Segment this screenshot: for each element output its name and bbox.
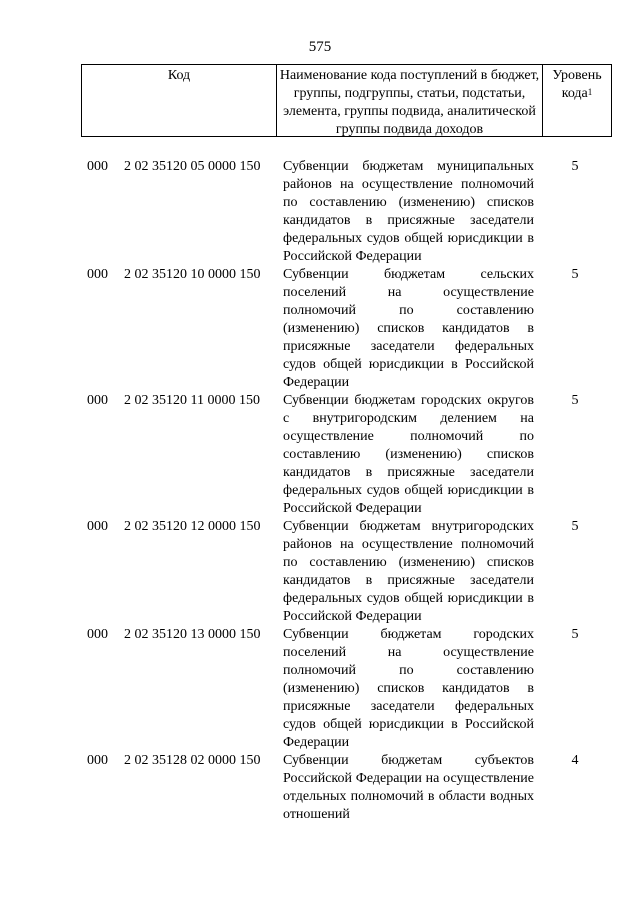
row-admin-code: 000 — [87, 519, 108, 534]
row-level: 5 — [571, 159, 579, 174]
row-name: Субвенции бюджетам муниципальных районов на осуществление полномочий по составлению (изменению) списков кандидатов в присяжные заседатели федеральных судов общей юрисдикции в Российской Федерации — [283, 159, 534, 264]
row-level: 5 — [571, 519, 579, 534]
row-income-code: 2 02 35120 10 0000 150 — [124, 267, 261, 282]
table-row — [0, 626, 640, 752]
table-row — [0, 266, 640, 392]
table-header — [81, 64, 612, 137]
row-income-code: 2 02 35128 02 0000 150 — [124, 753, 261, 768]
row-admin-code: 000 — [87, 627, 108, 642]
row-level: 5 — [571, 267, 579, 282]
row-name: Субвенции бюджетам городских округов с внутригородским делением на осуществление полномочий по составлению (изменению) списков кандидатов в присяжные заседатели федеральных судов общей юрисдикции в Российской Федерации — [283, 393, 534, 516]
header-name: Наименование кода поступлений в бюджет, группы, подгруппы, статьи, подстатьи, элемента, группы подвида, аналитической группы подвида доходов — [277, 65, 543, 136]
row-level: 5 — [571, 393, 579, 408]
row-income-code: 2 02 35120 13 0000 150 — [124, 627, 261, 642]
row-income-code: 2 02 35120 11 0000 150 — [124, 393, 260, 408]
row-name: Субвенции бюджетам сельских поселений на осуществление полномочий по составлению (изменению) списков кандидатов в присяжные заседатели федеральных судов общей юрисдикции в Российской Федерации — [283, 267, 534, 390]
table-row — [0, 158, 640, 266]
header-level-footnote: 1 — [587, 87, 593, 97]
header-level — [543, 65, 611, 136]
header-level-label: Уровень кода — [552, 68, 602, 101]
row-admin-code: 000 — [87, 159, 108, 174]
row-income-code: 2 02 35120 05 0000 150 — [124, 159, 261, 174]
table-row — [0, 752, 640, 824]
header-code: Код — [82, 65, 277, 136]
row-admin-code: 000 — [87, 753, 108, 768]
row-name: Субвенции бюджетам городских поселений на осуществление полномочий по составлению (изменению) списков кандидатов в присяжные заседатели федеральных судов общей юрисдикции в Российской Федерации — [283, 627, 534, 750]
table-row — [0, 392, 640, 518]
row-income-code: 2 02 35120 12 0000 150 — [124, 519, 261, 534]
row-name: Субвенции бюджетам внутригородских районов на осуществление полномочий по составлению (изменению) списков кандидатов в присяжные заседатели федеральных судов общей юрисдикции в Российской Федерации — [283, 519, 534, 624]
table-row — [0, 518, 640, 626]
row-level: 4 — [571, 753, 579, 768]
table-body — [0, 158, 640, 824]
row-admin-code: 000 — [87, 393, 108, 408]
page-number: 575 — [308, 39, 332, 55]
row-name: Субвенции бюджетам субъектов Российской Федерации на осуществление отдельных полномочий в области водных отношений — [283, 753, 534, 822]
row-level: 5 — [571, 627, 579, 642]
row-admin-code: 000 — [87, 267, 108, 282]
